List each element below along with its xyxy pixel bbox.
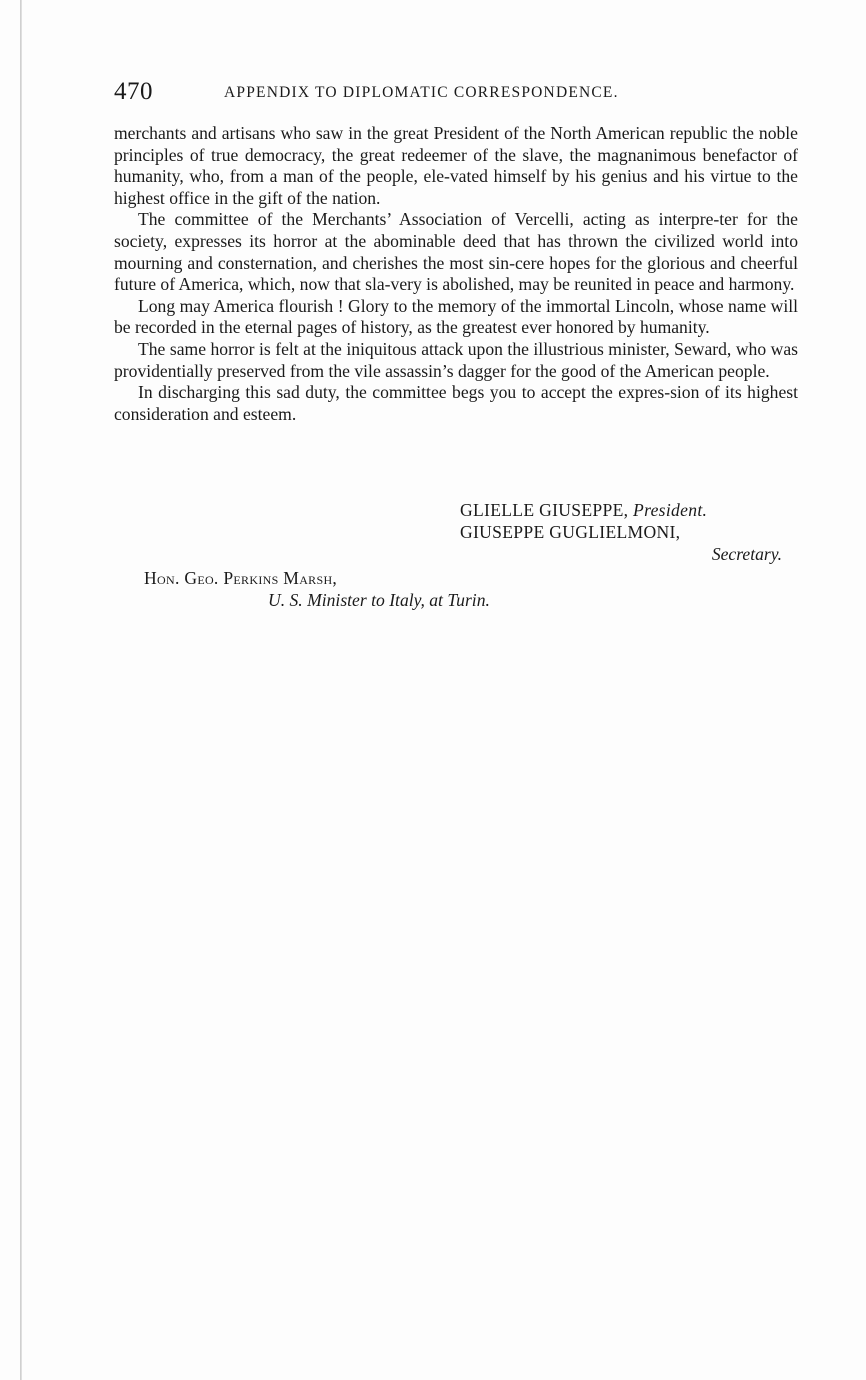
signature-block	[460, 499, 782, 565]
secretary-name: GIUSEPPE GUGLIELMONI,	[460, 522, 681, 542]
secretary-title: Secretary.	[711, 544, 782, 564]
running-title: APPENDIX TO DIPLOMATIC CORRESPONDENCE.	[224, 84, 619, 101]
page-number: 470	[114, 78, 153, 105]
paragraph-committee: The committee of the Merchants’ Association of Vercelli, acting as interpre-ter for the society, expresses its horror at the abominable deed that has thrown the civilized world into mourning and consternation, and cherishes the most sin-cere hopes for the glorious and cheerful future of America, which, now that sla-very is abolished, may be reunited in peace and harmony.	[114, 209, 798, 295]
paragraph-lincoln: Long may America flourish ! Glory to the memory of the immortal Lincoln, whose name will be recorded in the eternal pages of history, as the greatest ever honored by humanity.	[114, 295, 798, 338]
addressee-name: Hon. Geo. Perkins Marsh,	[144, 568, 338, 588]
paragraph-closing: In discharging this sad duty, the committee begs you to accept the expres-sion of its highest consideration and esteem.	[114, 382, 798, 424]
addressee-block	[144, 567, 490, 611]
paragraph-continuation: merchants and artisans who saw in the great President of the North American republic the noble principles of true democracy, the great redeemer of the slave, the magnanimous benefactor of humanity, who, from a man of the people, ele-vated himself by his genius and his virtue to the highest office in the gift of the nation.	[114, 123, 798, 208]
president-signature	[460, 499, 782, 521]
president-title: President.	[633, 500, 708, 520]
addressee-title: U. S. Minister to Italy, at Turin.	[268, 590, 490, 610]
letter-body	[114, 123, 798, 425]
page-header	[114, 78, 804, 112]
page-edge-rule	[20, 0, 22, 1380]
president-name: GLIELLE GIUSEPPE,	[460, 500, 629, 520]
paragraph-seward: The same horror is felt at the iniquitous attack upon the illustrious minister, Seward, who was providentially preserved from the vile assassin’s dagger for the good of the American people.	[114, 338, 798, 381]
